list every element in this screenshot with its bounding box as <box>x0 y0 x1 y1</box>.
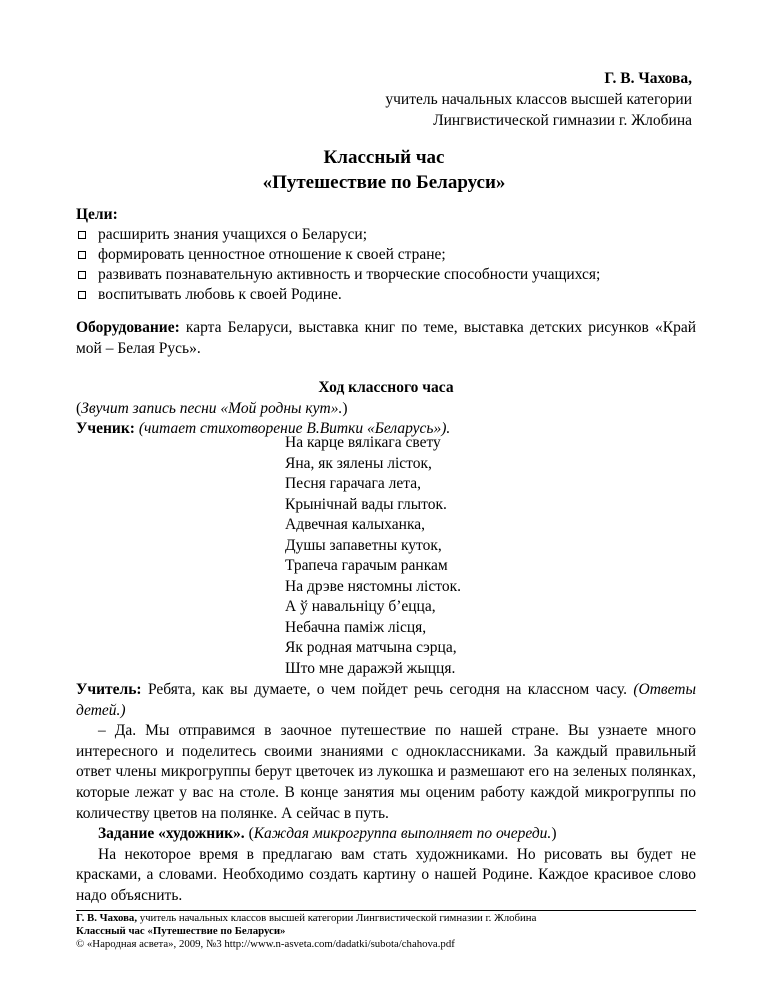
poem-line: Крынічнай вады глыток. <box>285 495 447 513</box>
goal-text: формировать ценностное отношение к своей стране; <box>98 246 446 263</box>
course-heading: Ход классного часа <box>318 379 454 396</box>
square-bullet-icon <box>78 251 86 259</box>
square-bullet-icon <box>78 291 86 299</box>
poem <box>285 433 461 679</box>
page-title <box>0 145 768 195</box>
author-position-line2: Лингвистической гимназии г. Жлобина <box>433 112 692 129</box>
footer <box>76 912 696 951</box>
teacher-label: Учитель: <box>76 681 142 698</box>
footer-author: Г. В. Чахова, <box>76 912 138 924</box>
footer-source: © «Народная асвета», 2009, №3 http://www.n-asveta.com/dadatki/subota/chahova.pdf <box>76 938 455 950</box>
author-block <box>385 68 692 131</box>
equipment-paragraph <box>76 318 696 359</box>
song-note: Звучит запись песни «Мой родны кут». <box>81 399 343 417</box>
square-bullet-icon <box>78 231 86 239</box>
poem-line: Душы запаветны куток, <box>285 536 442 554</box>
teacher-paragraph <box>76 680 696 721</box>
poem-line: Небачна паміж лісця, <box>285 618 427 636</box>
author-name: Г. В. Чахова, <box>604 70 692 87</box>
footer-author-line <box>76 912 696 925</box>
footer-author-rest: учитель начальных классов высшей категории Лингвистической гимназии г. Жлобина <box>137 912 537 924</box>
student-label: Ученик: <box>76 420 135 438</box>
paren-open: ( <box>244 825 254 843</box>
poem-line: Як родная матчына сэрца, <box>285 639 457 656</box>
paren-close: ) <box>342 399 348 417</box>
task-label: Задание «художник». <box>98 825 245 843</box>
poem-line: Яна, як зялены лісток, <box>285 454 432 472</box>
task-text: На некоторое время в предлагаю вам стать художниками. Но рисовать вы будет не красками, а словами. Необходимо создать картину о нашей Родине. Каждое красивое слово надо объяснить. <box>76 845 696 904</box>
poem-line: Адвечная калыханка, <box>285 516 426 533</box>
poem-line: А ў навальніцу б’ецца, <box>285 598 436 615</box>
equipment-label: Оборудование: <box>76 319 180 336</box>
poem-line: Песня гарачага лета, <box>285 475 422 492</box>
poem-line: На карце вялікага свету <box>285 434 441 451</box>
teacher-note: (Ответы детей.) <box>76 681 696 719</box>
teacher-text: Ребята, как вы думаете, о чем пойдет речь сегодня на классном часу. <box>141 681 634 698</box>
goals-heading: Цели: <box>76 206 118 223</box>
footer-title: Классный час «Путешествие по Беларуси» <box>76 925 286 937</box>
square-bullet-icon <box>78 271 86 279</box>
poem-line: Што мне даражэй жыцця. <box>285 659 456 677</box>
title-line2: «Путешествие по Беларуси» <box>262 172 506 193</box>
list-item <box>76 225 696 245</box>
student-note: (читает стихотворение В.Витки «Беларусь»). <box>134 420 451 438</box>
teacher-section <box>76 680 696 907</box>
course-section <box>76 378 696 440</box>
goal-text: расширить знания учащихся о Беларуси; <box>98 226 368 243</box>
goals-list <box>76 225 696 305</box>
equipment-text: карта Беларуси, выставка книг по теме, выставка детских рисунков «Край мой – Белая Русь». <box>76 319 696 357</box>
teacher-speech: – Да. Мы отправимся в заочное путешествие по нашей стране. Вы узнаете много интересного и поделитесь своими знаниями с одноклассниками. За каждый правильный ответ члены микрогруппы берут цветочек из лукошка и размешают его на зеленых полянках, которые лежат у вас на столе. В конце занятия мы оценим работу каждой микрогруппы по количеству цветов на полянке. А сейчас в путь. <box>76 722 696 822</box>
author-position-line1: учитель начальных классов высшей категории <box>385 91 692 108</box>
poem-line: На дрэве нястомны лісток. <box>285 577 461 595</box>
task-heading-line <box>76 824 696 845</box>
poem-line: Трапеча гарачым ранкам <box>285 557 448 574</box>
footer-divider <box>76 910 696 911</box>
list-item <box>76 285 696 305</box>
song-note-line <box>76 399 696 420</box>
goal-text: воспитывать любовь к своей Родине. <box>98 286 342 303</box>
list-item <box>76 265 696 285</box>
goal-text: развивать познавательную активность и творческие способности учащихся; <box>98 266 601 283</box>
title-line1: Классный час <box>323 147 445 168</box>
goals-section <box>76 205 696 305</box>
paren-close: ) <box>551 825 557 843</box>
task-note: Каждая микрогруппа выполняет по очереди. <box>253 825 552 843</box>
list-item <box>76 245 696 265</box>
paren-open: ( <box>76 399 82 417</box>
